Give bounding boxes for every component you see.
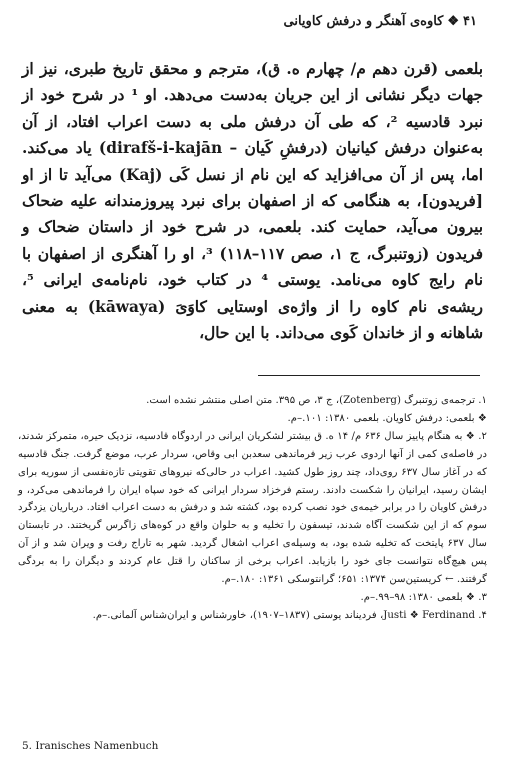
footnotes xyxy=(18,392,487,625)
header-separator: ❖ xyxy=(447,14,460,29)
footnote-2: ۲. ❖ به هنگام پاییز سال ۶۳۶ م/ ۱۴ ه. ق بیشتر لشکریان ایرانی در اردوگاه قادسیه، نزدیک حیره، متمرکز شدند، در فاصله‌ی کمی از آنها اردوی عرب زیر فرماندهی سعدبن ابی وقاص، سردار عرب، موضع گرفت. جنگ قادسیه که در آغاز سال ۶۳۷ روی‌داد، چند روز طول کشید. اعراب در حالی‌که نیروهای تقویتی تازه‌نفسی از سوریه برای ایشان رسید، ایرانیان را شکست دادند. رستم فرخزاد سردار ایرانی که خود سپاه ایران را فرماندهی می‌کرد، و درفش کاویان را در برابر خیمه‌ی خود نصب کرده بود، کشته شد و درفش به دست اعراب افتاد. درباریان یزدگرد سوم که از این شکست آگاه شدند، تیسفون را تخلیه و به حلوان واقع در کوه‌های زاگرس گریختند. در تابستان سال ۶۳۷ پایتخت که تخلیه شده بود، به وسیله‌ی اعراب اشغال گردید. شهر به تاراج رفت و ویران شد و از آن پس هیچ‌گاه نتوانست جای خود را بازیابد. اعراب برخی از ساکنان را قتل عام کردند و دیگران را به بردگی گرفتند. ← کریستین‌سن ۱۳۷۴: ۶۵۱؛ گرانتوسکی ۱۳۶۱: ۱۸۰.–م. xyxy=(18,430,488,586)
page-number: ۴۱ xyxy=(463,14,477,29)
footnote-4: ۴. Justi ❖ Ferdinand، فردیناند یوستی (۱۸۳۷–۱۹۰۷)، خاورشناس و ایران‌شناس آلمانی.–م. xyxy=(92,609,487,621)
running-header xyxy=(28,14,477,36)
footnote-divider xyxy=(258,375,480,376)
footnote-3: ۳. ❖ بلعمی ۱۳۸۰: ۹۸–۹۹.–م. xyxy=(360,591,487,603)
footnote-5: 5. Iranisches Namenbuch xyxy=(22,740,159,752)
body-paragraph: بلعمی (قرن دهم م/ چهارم ه. ق)، مترجم و محقق تاریخ طبری، نیز از جهات دیگر نشانی از این جریان به‌دست می‌دهد. او ¹ در شرح خود از نبرد قادسیه ²، که طی آن درفش ملی به دست اعراب افتاد، از آن به‌عنوان درفش کیانیان (درفشِ کَیان – dirafš-i-kajān) یاد می‌کند. اما، پس از آن می‌افزاید که این نام از نسل کَی (Kaj) می‌آید تا از او [فریدون]، به هنگامی که از اصفهان برای نبرد پیروزمندانه علیه ضحاک بیرون می‌آید، حمایت کند. بلعمی، در شرح خود از داستان ضحاک و فریدون (زوتنبرگ، ج ۱، صص ۱۱۷–۱۱۸) ³، او را آهنگری از اصفهان با نام رایج کاوه می‌نامد. یوستی ⁴ در کتاب خود، نام‌نامه‌ی ایرانی ⁵، ریشه‌ی نام کاوه را از واژه‌ی اوستایی کاوَیَ (kāwaya) به معنی شاهانه و از خاندان کَوی می‌داند. با این حال، xyxy=(22,60,484,343)
footnote-1: ۱. ترجمه‌ی زوتنبرگ (Zotenberg)، ج ۳، ص ۳۹۵. متن اصلی منتشر نشده است. xyxy=(146,395,487,406)
footnote-1-note: ❖ بلعمی: درفش کاویان. بلعمی ۱۳۸۰: ۱۰۱.–م. xyxy=(287,412,487,424)
main-text xyxy=(22,56,483,346)
running-title: کاوه‌ی آهنگر و درفش کاویانی xyxy=(283,14,444,29)
